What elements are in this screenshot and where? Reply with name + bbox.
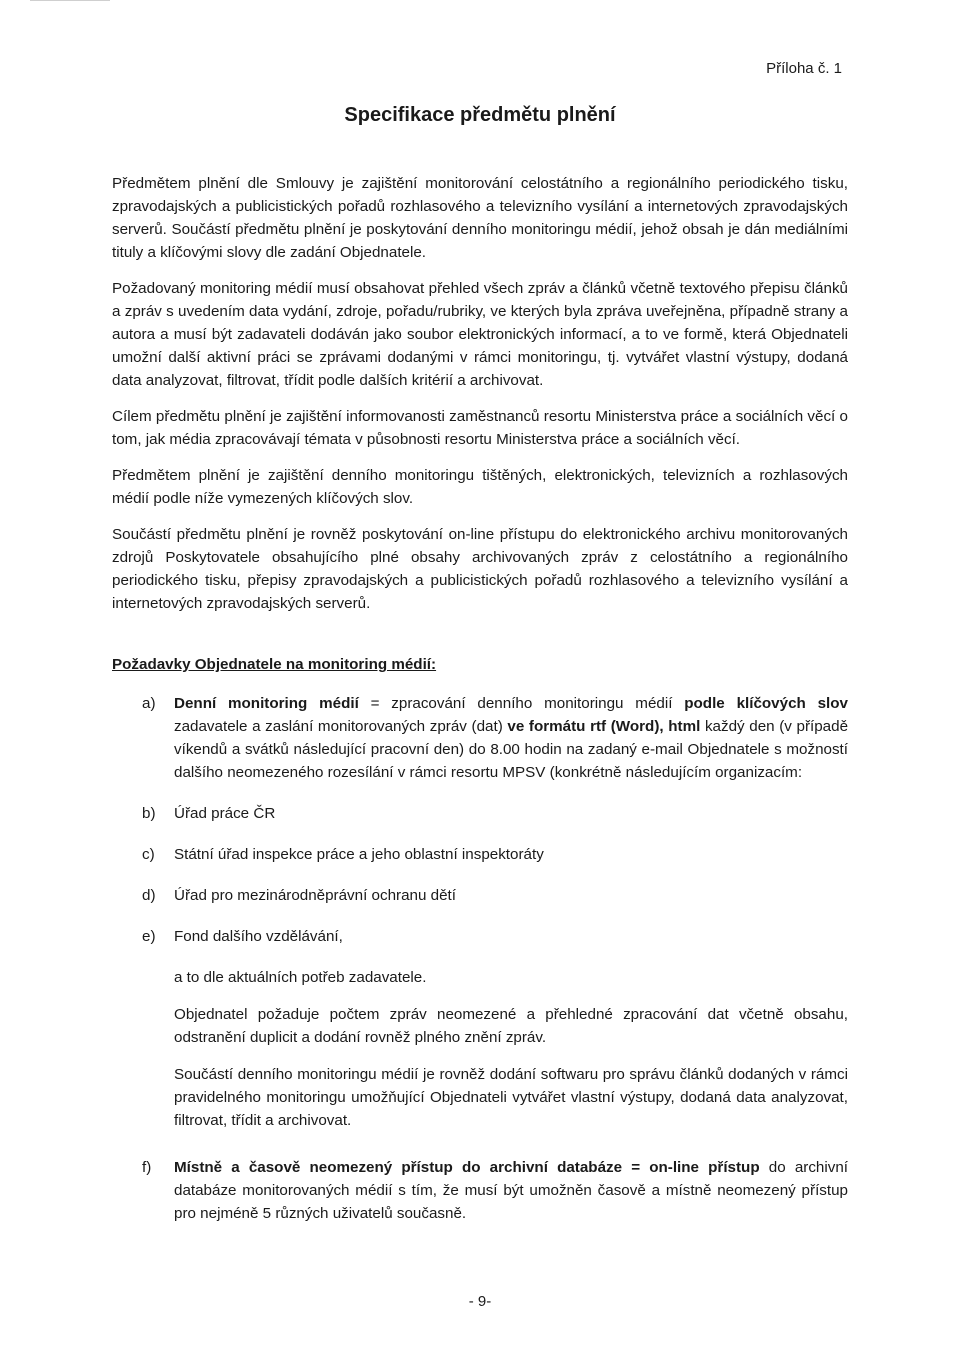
list-marker: e) xyxy=(142,928,156,945)
intro-paragraph-2: Požadovaný monitoring médií musí obsahovat přehled všech zpráv a článků včetně textového přepisu článků a zpráv s uvedením data vydání, zdroje, pořadu/rubriky, ve kterých byla zpráva uveřejněna, případně strany a autora a musí být zadavateli dodáván jako soubor elektronických informací, a to ve formě, která Objednateli umožní další aktivní práci se zprávami dodanými v rámci monitoringu, tj. vytvářet vlastní výstupy, dodaná data analyzovat, filtrovat, třídit podle dalších kritérií a archivovat. xyxy=(112,280,848,389)
text-run: každý den (v případě víkendů a svátků následující pracovní den) do 8.00 hodin na zadaný e-mail Objednatele s možností dalšího neomezeného rozesílání v rámci resortu MPSV (konkrétně následujícím organizacím: xyxy=(174,718,849,781)
list-item-body: Státní úřad inspekce práce a jeho oblastní inspektoráty xyxy=(174,846,544,863)
list-marker: d) xyxy=(142,887,156,904)
list-item-body xyxy=(174,1156,848,1225)
intro-paragraph-4: Předmětem plnění je zajištění denního monitoringu tištěných, elektronických, televizních a rozhlasových médií podle níže vymezených klíčových slov. xyxy=(112,467,848,507)
page-title: Specifikace předmětu plnění xyxy=(344,104,616,126)
list-marker: b) xyxy=(142,805,156,822)
list-item-c xyxy=(112,843,848,866)
text-run: = zpracování denního monitoringu médií xyxy=(358,695,685,712)
intro-paragraph-1: Předmětem plnění dle Smlouvy je zajištění monitorování celostátního a regionálního periodického tisku, zpravodajských a publicistických pořadů rozhlasového a televizního vysílání a internetových zpravodajských serverů. Součástí předmětu plnění je poskytování denního monitoringu médií, jehož obsah je dán mediálními tituly a klíčovými slovy dle zadání Objednatele. xyxy=(112,175,848,261)
sub-paragraph-3: Součástí denního monitoringu médií je rovněž dodání softwaru pro správu článků dodaných v rámci pravidelného monitoringu umožňující Objednateli vytvářet vlastní výstupy, dodaná data analyzovat, filtrovat, třídit a archivovat. xyxy=(174,1066,848,1129)
requirements-list xyxy=(112,692,848,1225)
text-run: zadavatele a zaslání monitorovaných zpráv (dat) xyxy=(174,718,508,735)
list-marker: a) xyxy=(142,695,156,712)
list-item-a xyxy=(112,692,848,784)
intro-paragraph-5: Součástí předmětu plnění je rovněž poskytování on-line přístupu do elektronického archivu monitorovaných zdrojů Poskytovatele obsahujícího plné obsahy archivovaných zpráv z celostátního a regionálního periodického tisku, přepisy zpravodajských a publicistických pořadů rozhlasového a televizního vysílání a internetových zpravodajských serverů. xyxy=(112,526,848,612)
list-item-body xyxy=(174,692,848,784)
sub-paragraph-1: a to dle aktuálních potřeb zadavatele. xyxy=(174,969,427,986)
page-number: - 9- xyxy=(468,1293,492,1310)
intro-paragraph-3: Cílem předmětu plnění je zajištění informovanosti zaměstnanců resortu Ministerstva práce a sociálních věcí o tom, jak média zpracovávají témata v působnosti resortu Ministerstva práce a sociálních věcí. xyxy=(112,408,848,448)
list-marker: c) xyxy=(142,846,155,863)
annex-label: Příloha č. 1 xyxy=(766,60,842,77)
bold-phrase: Místně a časově neomezený přístup do archivní databáze = on-line přístup xyxy=(174,1159,760,1176)
bold-phrase: ve formátu rtf (Word), html xyxy=(507,718,701,735)
bold-phrase: Denní monitoring médií xyxy=(174,695,359,712)
list-item-body: Úřad pro mezinárodněprávní ochranu dětí xyxy=(174,887,456,904)
scan-edge-mark xyxy=(30,0,110,15)
list-item-body: Fond dalšího vzdělávání, xyxy=(174,928,343,945)
list-item-body: Úřad práce ČR xyxy=(174,805,276,822)
list-item-b xyxy=(112,802,848,825)
list-item-e xyxy=(112,925,848,948)
bold-phrase: podle klíčových slov xyxy=(684,695,848,712)
text-run: do archivní databáze monitorovaných médií s tím, že musí být umožněn časově a místně neomezený přístup pro nejméně 5 různých uživatelů současně. xyxy=(174,1159,848,1222)
sub-paragraph-2: Objednatel požaduje počtem zpráv neomezené a přehledné zpracování dat včetně obsahu, odstranění duplicit a dodání rovněž plného znění zpráv. xyxy=(174,1006,848,1046)
list-marker: f) xyxy=(142,1159,152,1176)
list-item-f xyxy=(112,1156,848,1225)
requirements-heading: Požadavky Objednatele na monitoring médií: xyxy=(112,656,437,673)
list-item-d xyxy=(112,884,848,907)
document-body xyxy=(112,172,848,1243)
